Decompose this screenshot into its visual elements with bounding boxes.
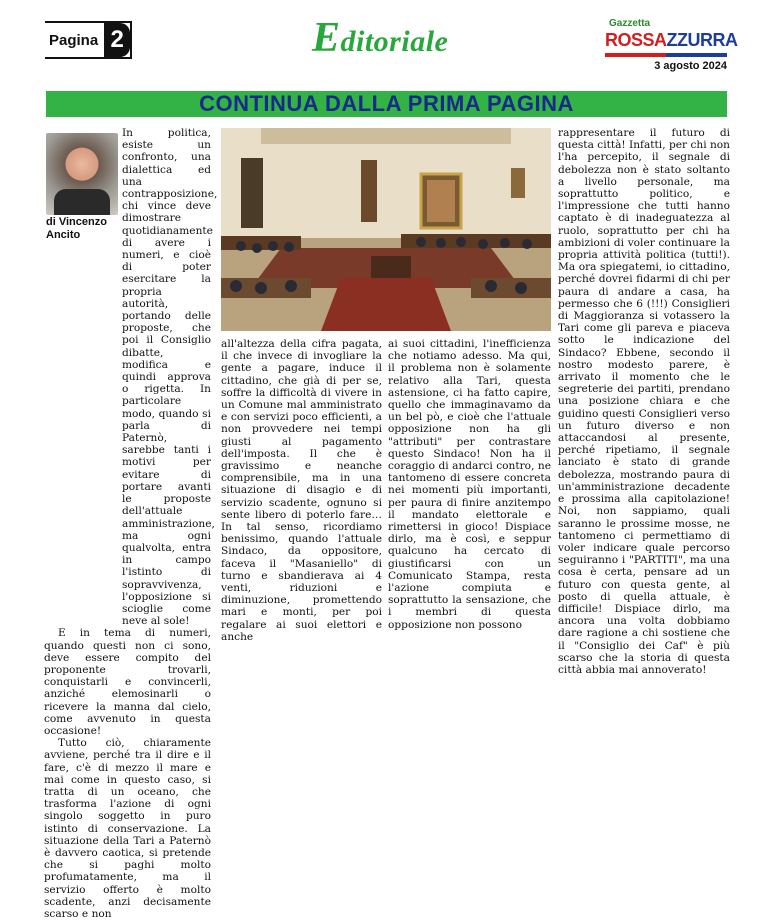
logo-underline xyxy=(605,53,727,57)
section-title-initial: E xyxy=(312,15,341,61)
council-chamber-photo xyxy=(221,128,551,331)
page-label: Pagina xyxy=(49,31,99,49)
logo-red-part: ROSSA xyxy=(605,30,667,50)
section-title xyxy=(312,14,448,62)
newspaper-logo xyxy=(605,18,738,58)
col1-paragraph: E in tema di numeri, quando questi non ci sono, deve essere compito del proponente trovarli, conquistarli e convincerli, anziché elemosinarli o ricevere la manna dal cielo, come avvenuto in questa occasione! xyxy=(44,627,211,737)
author-first-name: di Vincenzo xyxy=(46,216,107,228)
page-number: 2 xyxy=(104,23,130,57)
council-photo-illustration xyxy=(221,128,551,331)
article-column-3 xyxy=(388,338,551,631)
article-column-1 xyxy=(44,127,218,920)
banner-title: CONTINUA DALLA PRIMA PAGINA xyxy=(199,91,574,116)
author-last-name: Ancito xyxy=(46,229,81,241)
logo-blue-part: ZZURRA xyxy=(666,30,738,50)
logo-main-text xyxy=(605,30,738,51)
page-number-box xyxy=(45,21,132,59)
issue-date: 3 agosto 2024 xyxy=(654,60,727,72)
continuation-banner xyxy=(46,91,727,117)
col1-paragraph: Tutto ciò, chiaramente avviene, perché tra il dire e il fare, c'è di mezzo il mare e mai come in questo caso, si tratta di un oceano, che trasforma l'azione di ogni singolo soggetto in puro istinto di conservazione. La situazione della Tari a Paternò è davvero caotica, si pretende che si paghi molto profumatamente, ma il servizio offerto è molto scadente, anzi decisamente scarso e non xyxy=(44,737,211,920)
article-column-4 xyxy=(558,127,730,676)
col2-paragraph: all'altezza della cifra pagata, il che invece di invogliare la gente a pagare, induce il cittadino, che già di per se, soffre la difficoltà di vivere in un Comune mal amministrato e con servizi poco efficienti, a non provvedere nei tempi giusti al pagamento dell'imposta. Il che è gravissimo e neanche comprensibile, ma in una situazione di disagio e di servizio scadente, ognuno si sente libero di poterlo fare… In tal senso, ricordiamo benissimo, quando l'attuale Sindaco, da oppositore, faceva il "Masaniello" di turno e sbandierava ai 4 venti, riduzioni e diminuzione, promettendo mari e monti, per poi regalare ai suoi elettori e anche xyxy=(221,338,382,643)
article-column-2 xyxy=(221,338,382,643)
col1-paragraph: In politica, esiste un confronto, una dialettica ed una contrapposizione, chi vince deve dimostrare quotidianamente di avere i numeri, e cioè di poter esercitare la propria autorità, portando delle proposte, che poi il Consiglio dibatte, modifica e quindi approva o rigetta. In particolare modo, quando si parla di Paternò, sarebbe tanti i motivi per evitare di portare avanti le proposte dell'attuale amministrazione, ma ogni qualvolta, entra in campo l'istinto di sopravvivenza, l'opposizione si scioglie come neve al sole! xyxy=(122,127,218,628)
section-title-rest: ditoriale xyxy=(340,25,449,58)
col4-paragraph: rappresentare il futuro di questa città! Infatti, per chi non l'ha percepito, il segnale di debolezza non è stato soltanto a livello personale, ma soprattutto politico, e l'impressione che tutti hanno captato è di inadeguatezza al ruolo, soprattutto per chi ha ambizioni di voler continuare la propria attività politica (tutti!). Ma ora spiegatemi, io cittadino, perché dovrei fidarmi di chi per paura di andare a casa, ha permesso che 6 (!!!) Consiglieri di Maggioranza si votassero la Tari come gli pareva e piaceva sotto le indicazione del Sindaco? Ebbene, secondo il nostro modesto parere, è arrivato il momento che le segreterie dei partiti, prendano una posizione chiara e che guidino questi Consiglieri verso un futuro diverso e non attaccandosi al presente, perché ripetiamo, il segnale lanciato è stato di grande debolezza, mostrando paura di un'amministrazione decadente e prossima alla capitolazione! Noi, non sappiamo, quali saranno le prossime mosse, ne tantomeno ci permettiamo di voler indicare quale percorso seguiranno i "PARTITI", ma una cosa è certa, pensare ad un futuro con questa gente, al posto di quella attuale, è difficile! Dispiace dirlo, ma ancora una volta dobbiamo dare ragione a chi sostiene che il "Consiglio dei Caf" è più scarso che la storia di questa città abbia mai annoverato! xyxy=(558,127,730,676)
logo-small-text: Gazzetta xyxy=(609,18,651,29)
col3-paragraph: ai suoi cittadini, l'inefficienza che notiamo adesso. Ma qui, il problema non è solamente relativo alla Tari, questa astensione, ci ha fatto capire, quello che immaginavamo da un bel pò, e cioè che l'attuale opposizione non ha gli "attributi" per contrastare questo Sindaco! Non ha il coraggio di andarci contro, ne tantomeno di essere concreta nei momenti più importanti, per paura di finire anzitempo il mandato elettorale e rimettersi in gioco! Dispiace dirlo, ma è così, e seppur qualcuno ha cercato di giustificarsi con un Comunicato Stampa, resta l'azione compiuta e soprattutto la sensazione, che i membri di questa opposizione non possono xyxy=(388,338,551,631)
page-header xyxy=(0,0,772,90)
